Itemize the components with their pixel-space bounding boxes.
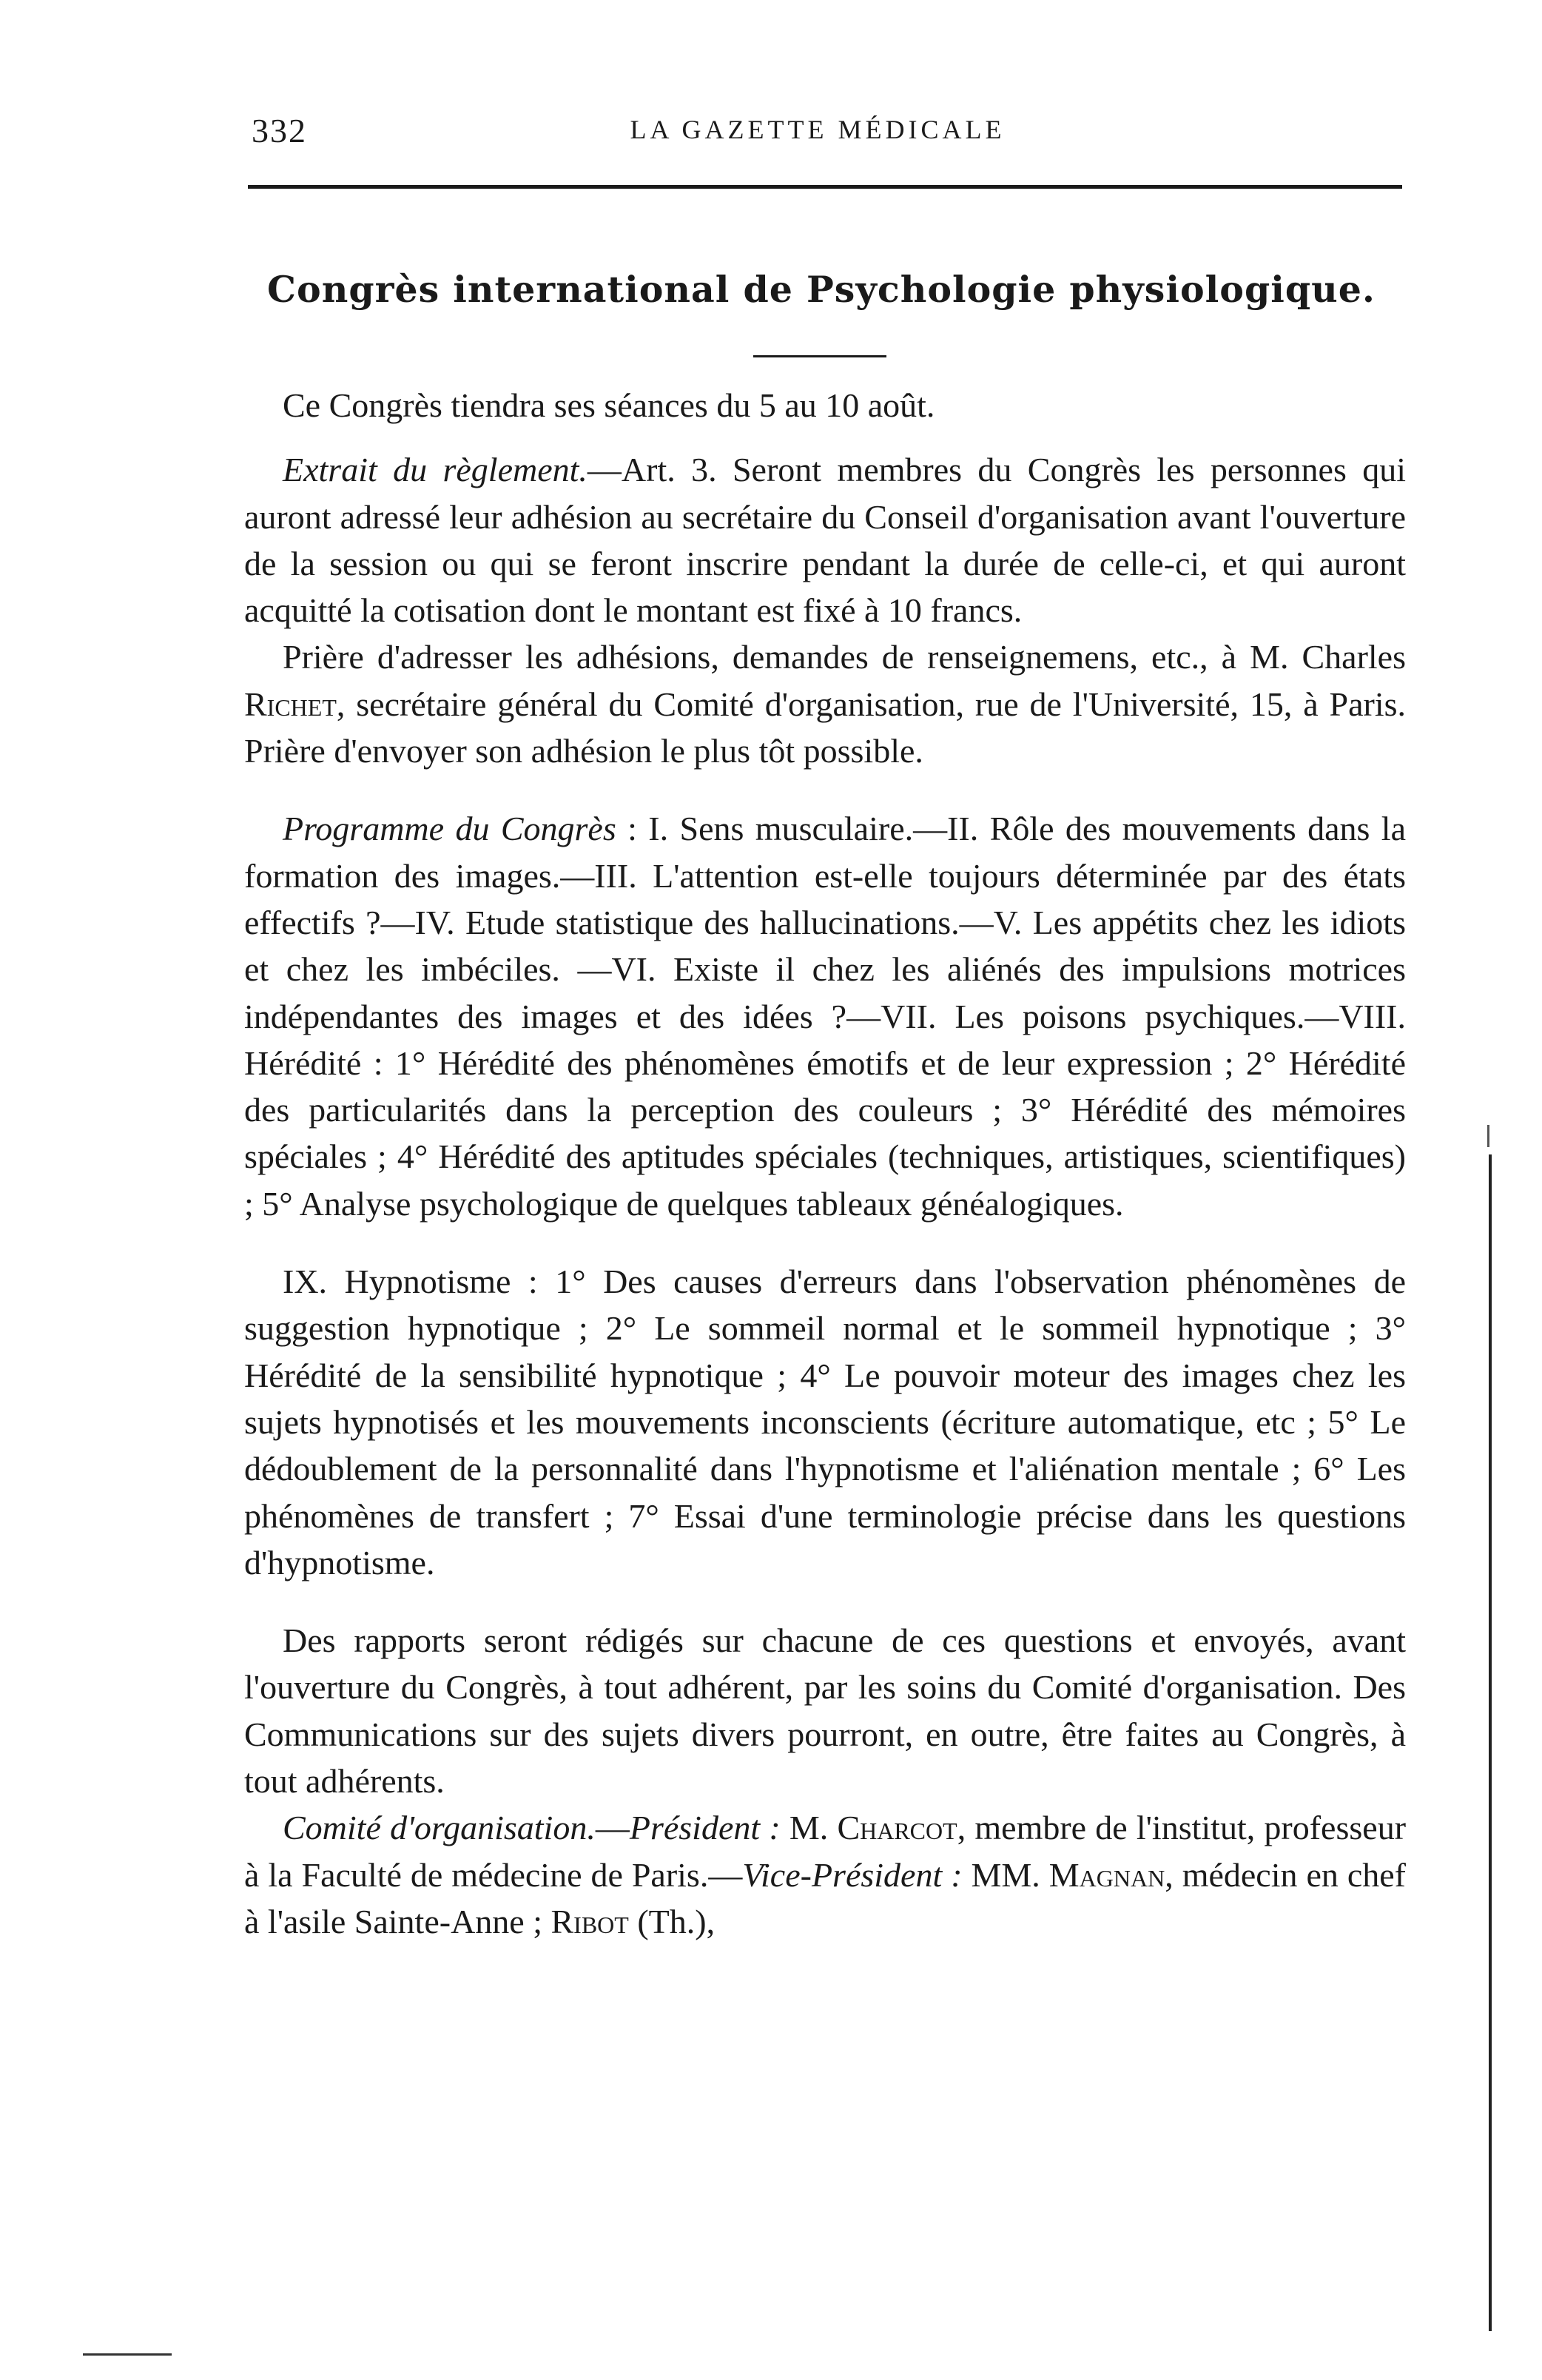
paragraph-hypnotisme [244,1258,1406,1586]
president-label: Président : [629,1809,781,1847]
adhesions-text-b: , secrétaire général du Comité d'organisation, rue de l'Université, 15, à Paris. Prière d'envoyer son adhésion le plus tôt possible. [244,685,1406,770]
paragraph-dates-text: Ce Congrès tiendra ses séances du 5 au 10 août. [283,386,935,424]
header-rule [248,185,1402,189]
name-charcot: Charcot [837,1809,957,1847]
name-richet: Richet [244,685,337,723]
page-number: 332 [252,112,307,149]
margin-bar [1489,1154,1492,2331]
rapports-text: Des rapports seront rédigés sur chacune de ces questions et envoyés, avant l'ouverture du Congrès, à tout adhérent, par les soins du Comité d'organisation. Des Communications sur des sujets divers pourront, en outre, être faites au Congrès, à tout adhérents. [244,1621,1406,1801]
reglement-text: —Art. 3. Seront membres du Congrès les personnes qui auront adressé leur adhésion au secrétaire du Conseil d'organisation avant l'ouverture de la session ou qui se feront inscrire pendant la durée de celle-ci, et qui auront acquitté la cotisation dont le montant est fixé à 10 francs. [244,451,1406,630]
paragraph-rapports [244,1617,1406,1804]
comite-text-a: M. [780,1809,829,1847]
comite-text-e: (Th.), [628,1902,716,1940]
programme-label: Programme du Congrès [283,810,616,848]
programme-text: : I. Sens musculaire.—II. Rôle des mouvements dans la formation des images.—III. L'attention est-elle toujours déterminée par des états effectifs ?—IV. Etude statistique des hallucinations.—V. Les appétits chez les idiots et chez les imbéciles. —VI. Existe il chez les aliénés des impulsions motrices indépendantes des images et des idées ?—VII. Les poisons psychiques.—VIII. Hérédité : 1° Hérédité des phénomènes émotifs et de leur expression ; 2° Hérédité des particularités dans la perception des couleurs ; 3° Hérédité des mémoires spéciales ; 4° Hérédité des aptitudes spéciales (techniques, artistiques, scientifiques) ; 5° Analyse psychologique de quelques tableaux généalogiques. [244,810,1406,1223]
page-header [252,111,1384,163]
margin-tick [1487,1125,1489,1147]
paragraph-adhesions [244,633,1406,774]
paragraph-programme [244,805,1406,1227]
hypnotisme-text: IX. Hypnotisme : 1° Des causes d'erreurs dans l'observation phénomènes de suggestion hypnotique ; 2° Le sommeil normal et le sommeil hypnotique ; 3° Hérédité de la sensibilité hypnotique ; 4° Le pouvoir moteur des images chez les sujets hypnotisés et les mouvements inconscients (écriture automatique, etc ; 5° Le dédoublement de la personnalité dans l'hypnotisme et l'aliénation mentale ; 6° Les phénomènes de transfert ; 7° Essai d'une terminologie précise dans les questions d'hypnotisme. [244,1263,1406,1581]
paragraph-reglement [244,446,1406,633]
comite-text-d: , médecin en chef à l'asile Sainte-Anne ; [244,1855,1406,1940]
comite-text-b: , membre de l'institut, professeur à la Faculté de médecine de Paris.— [244,1809,1407,1894]
article-title: Congrès international de Psychologie physiologique. [267,268,1376,311]
title-rule [753,355,886,357]
comite-label: Comité d'organisation. [283,1809,596,1847]
comite-dash: — [595,1809,630,1847]
reglement-label: Extrait du règlement. [283,451,587,489]
paragraph-comite [244,1804,1406,1945]
comite-text-c: MM. [962,1855,1040,1894]
vice-president-label: Vice-Président : [742,1855,963,1894]
running-head: LA GAZETTE MÉDICALE [630,115,1006,144]
paragraph-dates [244,382,1406,428]
name-magnan: Magnan [1048,1855,1165,1894]
article-body [244,382,1406,1945]
name-ribot: Ribot [551,1902,629,1940]
adhesions-text-a: Prière d'adresser les adhésions, demandes de renseignemens, etc., à M. Charles [283,638,1406,676]
footer-dash [83,2353,172,2356]
